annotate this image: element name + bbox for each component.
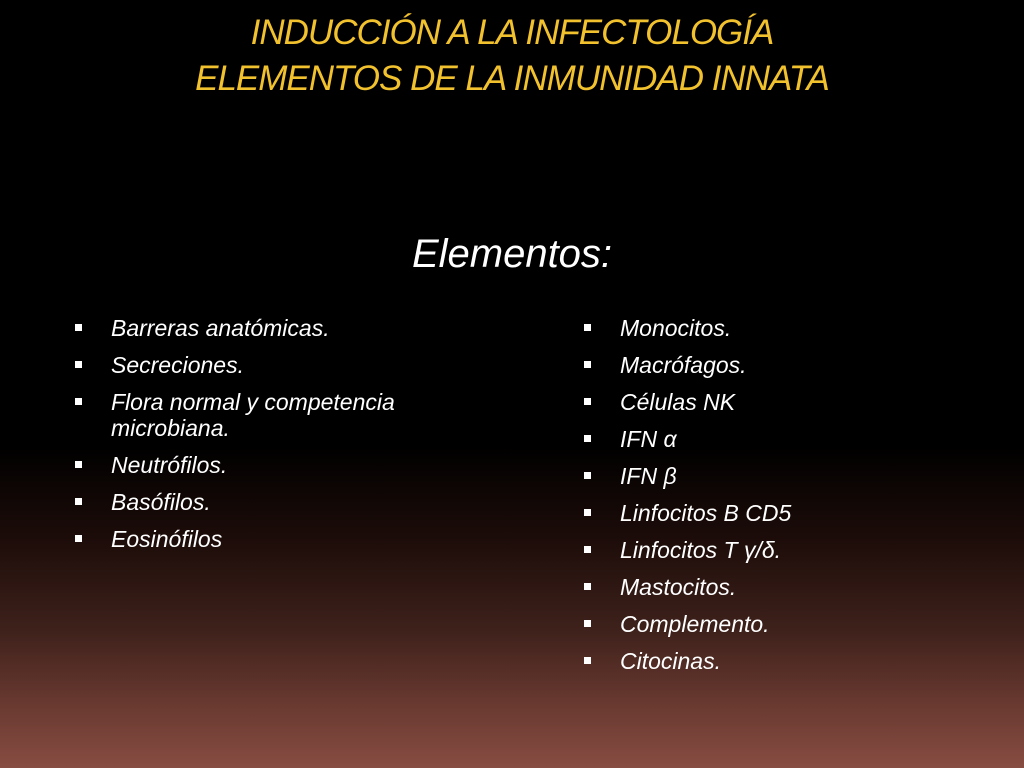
list-item (72, 489, 492, 515)
list-item (581, 648, 1001, 674)
title-line-1: INDUCCIÓN A LA INFECTOLOGÍA (250, 13, 774, 52)
square-bullet-icon (584, 361, 591, 368)
list-item (72, 352, 492, 378)
square-bullet-icon (584, 583, 591, 590)
left-bullet-list (72, 315, 492, 563)
slide-title (0, 10, 1024, 102)
list-item-text: IFN β (620, 463, 677, 489)
list-item-text: Basófilos. (111, 489, 211, 515)
square-bullet-icon (584, 324, 591, 331)
list-item-text: IFN α (620, 426, 677, 452)
square-bullet-icon (75, 535, 82, 542)
list-item-text: Secreciones. (111, 352, 244, 378)
list-item-text: Células NK (620, 389, 736, 415)
list-item-text: Barreras anatómicas. (111, 315, 330, 341)
list-item (72, 389, 492, 441)
square-bullet-icon (584, 509, 591, 516)
list-item-text: Neutrófilos. (111, 452, 228, 478)
title-line-2: ELEMENTOS DE LA INMUNIDAD INNATA (195, 59, 829, 98)
list-item-text: Mastocitos. (620, 574, 737, 600)
list-item-text: Monocitos. (620, 315, 732, 341)
list-item-text: Citocinas. (620, 648, 721, 674)
list-item (72, 315, 492, 341)
list-item (581, 611, 1001, 637)
list-item (581, 463, 1001, 489)
list-item (581, 574, 1001, 600)
square-bullet-icon (584, 472, 591, 479)
list-item (72, 526, 492, 552)
list-item-text: Macrófagos. (620, 352, 747, 378)
list-item (581, 537, 1001, 563)
list-item-text: Linfocitos B CD5 (620, 500, 792, 526)
list-item (581, 389, 1001, 415)
square-bullet-icon (75, 324, 82, 331)
list-item (581, 426, 1001, 452)
right-bullet-list (581, 315, 1001, 685)
list-item-text: Linfocitos T γ/δ. (620, 537, 782, 563)
list-item-text: Eosinófilos (111, 526, 223, 552)
list-item-text: Flora normal y competencia microbiana. (111, 389, 395, 441)
square-bullet-icon (584, 435, 591, 442)
square-bullet-icon (584, 546, 591, 553)
list-item (72, 452, 492, 478)
list-item (581, 315, 1001, 341)
square-bullet-icon (75, 361, 82, 368)
square-bullet-icon (584, 620, 591, 627)
list-item-text: Complemento. (620, 611, 770, 637)
slide-subtitle: Elementos: (411, 232, 613, 276)
square-bullet-icon (75, 498, 82, 505)
list-item (581, 500, 1001, 526)
square-bullet-icon (75, 398, 82, 405)
square-bullet-icon (75, 461, 82, 468)
square-bullet-icon (584, 657, 591, 664)
square-bullet-icon (584, 398, 591, 405)
list-item (581, 352, 1001, 378)
